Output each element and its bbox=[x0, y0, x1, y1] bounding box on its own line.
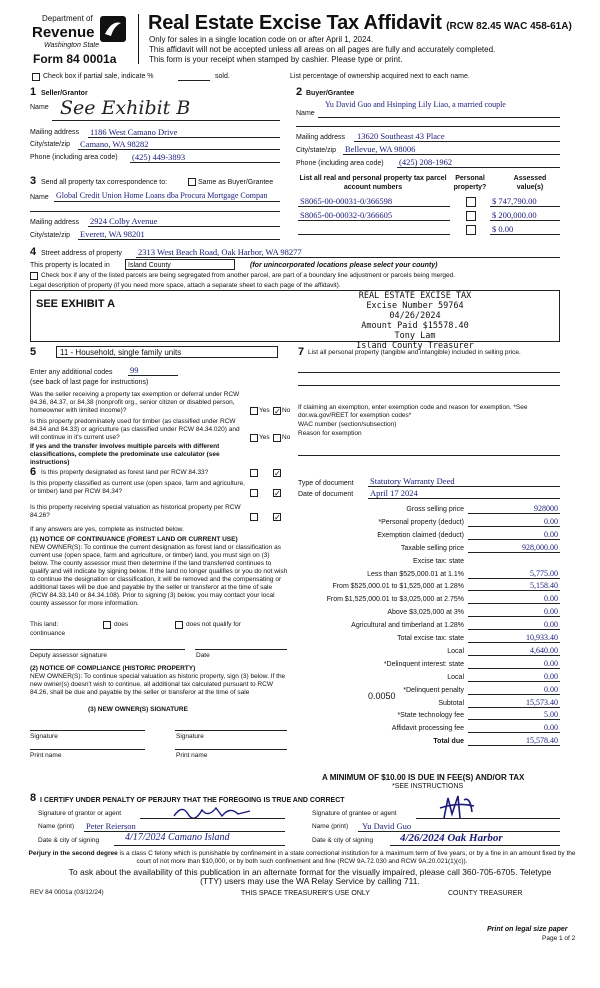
section-8-number: 8 bbox=[30, 792, 37, 804]
land-does-label: does bbox=[114, 621, 129, 628]
grantor-sig-line bbox=[140, 818, 285, 819]
deputy-sig-label: Deputy assessor signature bbox=[30, 652, 107, 659]
grantee-signature[interactable] bbox=[438, 794, 478, 825]
legal-paper-note: Print on legal size paper bbox=[487, 926, 568, 933]
parcel-vline-1 bbox=[490, 206, 560, 207]
stamp-line-2: Excise Number 59764 bbox=[366, 301, 464, 311]
tax-row-label: Total due bbox=[433, 738, 464, 745]
tax-row-label: Excise tax: state bbox=[413, 558, 464, 565]
tax-row-value[interactable]: 928000 bbox=[534, 504, 558, 513]
tax-row-label: Gross selling price bbox=[406, 506, 464, 513]
seller-phone-label: Phone (including area code) bbox=[30, 154, 118, 161]
tax-row-value[interactable]: 5,158.40 bbox=[530, 581, 558, 590]
tax-row-value[interactable]: 0.00 bbox=[544, 517, 558, 526]
tax-row-label: Agricultural and timberland at 1.28% bbox=[351, 622, 464, 629]
timber-yes-label: Yes bbox=[259, 434, 270, 441]
buyer-name-value[interactable]: Yu David Guo and Hsinping Lily Liao, a married couple bbox=[325, 100, 506, 109]
corr-city-label: City/state/zip bbox=[30, 232, 71, 239]
dept-line1: Department of bbox=[42, 14, 93, 23]
section-4-number: 4 bbox=[30, 246, 37, 258]
tax-row-label: From $525,000.01 to $1,525,000 at 1.28% bbox=[332, 583, 464, 590]
wa-logo-icon bbox=[100, 16, 126, 42]
stamp-line-6: Island County Treasurer bbox=[356, 341, 474, 351]
buyer-name-line-2 bbox=[296, 126, 560, 127]
tax-row-line bbox=[468, 694, 560, 695]
seller-city-value[interactable]: Camano, WA 98282 bbox=[80, 139, 149, 149]
exemption-yes-label: Yes bbox=[259, 407, 270, 414]
seller-name-line bbox=[52, 120, 280, 121]
corr-mail-line bbox=[88, 226, 280, 227]
stamp-line-4: Amount Paid $15578.40 bbox=[361, 321, 469, 331]
land-use-select-value: 11 - Household, single family units bbox=[60, 348, 182, 357]
parcel-personal-checkbox-3[interactable] bbox=[466, 225, 476, 235]
notice-continuance-body: NEW OWNER(S): To continue the current designation as forest land or classification as current use (open space, farm and agriculture, or timber) land, you must sign on (3) below. The county assessor must then determine if the land transferred continues to qualify and will indicate by signing below. If the land no longer qualifies or you do not wish to continue the designation or classification, it will be removed and the compensating or additional taxes will be due and payable by the seller or transferor at the time of sale (RCW 84.33.140 or 84.34.108). Prior to signing (3) below, you may contact your local county assessor for more information. bbox=[30, 544, 288, 607]
tax-row-line bbox=[468, 552, 560, 553]
section-7-title: List all personal property (tangible and intangible) included in selling price. bbox=[308, 349, 521, 356]
buyer-mail-line bbox=[354, 141, 560, 142]
tax-row-label: *State technology fee bbox=[397, 712, 464, 719]
buyer-phone-label: Phone (including area code) bbox=[296, 160, 384, 167]
notice-compliance-body: NEW OWNER(S): To continue special valuation as historic property, sign (3) below. If the new owner(s) doesn't wish to continue, all additional tax calculated pursuant to RCW 84.26, shall be due and payable by the seller or transferor at the time of sale bbox=[30, 673, 286, 696]
addl-codes-value[interactable]: 99 bbox=[130, 365, 139, 375]
seller-name-label: Name bbox=[30, 104, 49, 111]
tax-row-line bbox=[468, 513, 560, 514]
seller-city-label: City/state/zip bbox=[30, 141, 71, 148]
tax-row-line bbox=[468, 719, 560, 720]
parcel-vline-3 bbox=[490, 234, 560, 235]
parcel-personal-checkbox-1[interactable] bbox=[466, 197, 476, 207]
grantor-signature[interactable] bbox=[172, 802, 252, 825]
addl-codes-line bbox=[128, 375, 178, 376]
current-use-yes-checkbox[interactable] bbox=[250, 489, 258, 497]
tax-row-label: Total excise tax: state bbox=[397, 635, 464, 642]
minimum-due-notice: A MINIMUM OF $10.00 IS DUE IN FEE(S) AND/OR TAX bbox=[322, 773, 525, 782]
forest-question: Is this property designated as forest land per RCW 84.33? bbox=[41, 469, 209, 476]
buyer-name-line bbox=[318, 117, 560, 118]
header-note-2: This affidavit will not be accepted unless all areas on all pages are fully and accurately completed. bbox=[149, 45, 496, 54]
new-owner-sig-title: (3) NEW OWNER(S) SIGNATURE bbox=[88, 706, 188, 713]
segregate-checkbox[interactable] bbox=[30, 272, 38, 280]
tax-row-line bbox=[468, 745, 560, 746]
tax-row-value[interactable]: 0.00 bbox=[544, 607, 558, 616]
reason-label: Reason for exemption bbox=[298, 430, 362, 437]
addl-codes-note: (see back of last page for instructions) bbox=[30, 379, 149, 386]
tax-row-value[interactable]: 0.00 bbox=[544, 723, 558, 732]
owner-sig-label-1: Signature bbox=[30, 733, 58, 740]
grantor-name-label: Name (print) bbox=[38, 823, 75, 830]
tax-row-value[interactable]: 0.00 bbox=[544, 685, 558, 694]
grantee-sig-line bbox=[416, 818, 560, 819]
tax-row-line bbox=[468, 539, 560, 540]
section-2-title: Buyer/Grantee bbox=[306, 90, 355, 97]
owner-print-label-2: Print name bbox=[176, 752, 208, 759]
section-6-number: 6 bbox=[30, 466, 37, 478]
tax-row-value[interactable]: 0.00 bbox=[544, 530, 558, 539]
current-use-no-checkbox[interactable]: ✓ bbox=[274, 489, 281, 498]
grantor-date-line bbox=[114, 845, 285, 846]
segregate-label: Check box if any of the listed parcels are being segregated from another parcel, are part of a boundary line adjustment or parcels being merged. bbox=[41, 272, 456, 279]
parcel-header-value: Assessed value(s) bbox=[513, 175, 547, 191]
see-instructions: *SEE INSTRUCTIONS bbox=[392, 783, 464, 790]
seller-name-value[interactable]: See Exhibit B bbox=[60, 97, 191, 119]
buyer-name-label: Name bbox=[296, 110, 315, 117]
tax-row-line bbox=[468, 616, 560, 617]
doc-type-label: Type of document bbox=[298, 480, 354, 487]
partial-sale-checkbox[interactable] bbox=[32, 73, 40, 81]
local-rate-value[interactable]: 0.0050 bbox=[368, 691, 396, 701]
section-3-title: Send all property tax correspondence to: bbox=[41, 179, 168, 186]
form-title-row bbox=[148, 12, 572, 35]
tax-row-label: Exemption claimed (deduct) bbox=[377, 532, 464, 539]
section-7-number: 7 bbox=[298, 346, 305, 358]
form-title: Real Estate Excise Tax Affidavit bbox=[148, 12, 442, 34]
tax-row-value[interactable]: 0.00 bbox=[544, 659, 558, 668]
same-as-buyer-checkbox[interactable] bbox=[188, 178, 196, 186]
exemption-yes-checkbox[interactable] bbox=[250, 407, 258, 415]
tax-row-label: Subtotal bbox=[438, 700, 464, 707]
perjury-notice bbox=[22, 850, 582, 866]
buyer-city-label: City/state/zip bbox=[296, 147, 337, 154]
street-label: Street address of property bbox=[41, 250, 122, 257]
partial-sale-sold: sold. bbox=[215, 73, 230, 80]
timber-question: Is this property predominately used for timber (as classified under RCW 84.34 and 84.33) or agriculture (as classified under RCW 84.34.020) and will continue in it's current use? bbox=[30, 418, 240, 441]
current-use-question: Is this property classified as current use (open space, farm and agriculture, or timber) land per RCW 84.34? bbox=[30, 480, 245, 495]
stamp-line-1: REAL ESTATE EXCISE TAX bbox=[358, 291, 472, 301]
tax-row-label: Affidavit processing fee bbox=[391, 725, 464, 732]
tax-row-label: From $1,525,000.01 to $3,025,000 at 2.75% bbox=[326, 596, 464, 603]
continuance-label: continuance bbox=[30, 630, 66, 637]
deputy-sig-line bbox=[30, 649, 185, 650]
buyer-phone-value[interactable]: (425) 208-1962 bbox=[399, 157, 453, 167]
corr-mail-value[interactable]: 2924 Colby Avenue bbox=[90, 216, 158, 226]
grantee-date-value[interactable]: 4/26/2024 Oak Harbor bbox=[400, 832, 503, 844]
owner-sig-label-2: Signature bbox=[176, 733, 204, 740]
timber-question-note: If yes and the transfer involves multiple parcels with different classifications, complete the predominate use calculator (see instructions) bbox=[30, 443, 220, 466]
legal-description-value: SEE EXHIBIT A bbox=[36, 298, 116, 310]
grantor-sig-label: Signature of grantor or agent bbox=[38, 810, 122, 817]
treasurer-stamp bbox=[330, 291, 500, 351]
parcel-personal-checkbox-2[interactable] bbox=[466, 211, 476, 221]
grantee-signature-icon bbox=[438, 794, 478, 820]
tax-row-value[interactable]: 928,000.00 bbox=[522, 543, 558, 552]
grantee-sig-label: Signature of grantee or agent bbox=[312, 810, 397, 817]
land-use-select[interactable] bbox=[56, 346, 278, 358]
buyer-phone-line bbox=[397, 167, 560, 168]
parcel-acct-1[interactable]: S8065-00-00031-0/366598 bbox=[300, 196, 393, 206]
buyer-mail-value[interactable]: 13620 Southeast 43 Place bbox=[357, 131, 445, 141]
corr-city-line bbox=[78, 239, 280, 240]
doc-date-label: Date of document bbox=[298, 491, 354, 498]
personal-prop-line-2 bbox=[298, 385, 560, 386]
parcel-line-1 bbox=[298, 206, 450, 207]
historic-question: Is this property receiving special valuation as historical property per RCW 84.26? bbox=[30, 504, 241, 519]
tax-row-label: Local bbox=[447, 674, 464, 681]
form-number: Form 84 0001a bbox=[33, 52, 117, 66]
parcel-line-2 bbox=[298, 220, 450, 221]
exemption-claim-text: If claiming an exemption, enter exemption code and reason for exemption. *See dor.wa.gov/REET for exemption codes* bbox=[298, 404, 528, 419]
rev-number: REV 84 0001a (03/12/24) bbox=[30, 889, 104, 896]
owner-sig-line-2 bbox=[175, 730, 287, 731]
doc-date-value[interactable]: April 17 2024 bbox=[370, 488, 418, 498]
wac-label: WAC number (section/subsection) bbox=[298, 421, 397, 428]
grantee-name-value[interactable]: Yu David Guo bbox=[362, 821, 412, 831]
exemption-no-label: No bbox=[282, 407, 291, 414]
perjury-notice-text: is a class C felony which is punishable by confinement in a state correctional institution for a maximum term of five years, or by a fine in an amount fixed by the court of not more than $10,000, or by both such confinement and fine (RCW 9A.72.030 and RCW 9A.20.021(1)(c)). bbox=[119, 850, 576, 865]
parcel-line-3 bbox=[298, 234, 450, 235]
street-value[interactable]: 2313 West Beach Road, Oak Harbor, WA 98277 bbox=[138, 247, 302, 257]
tax-row-line bbox=[468, 578, 560, 579]
header-note-3: This form is your receipt when stamped by cashier. Please type or print. bbox=[149, 55, 403, 64]
forest-yes-checkbox[interactable] bbox=[250, 469, 258, 477]
parcel-value-3[interactable]: $ 0.00 bbox=[492, 224, 514, 234]
tax-row-line bbox=[468, 668, 560, 669]
tax-row-label: Above $3,025,000 at 3% bbox=[387, 609, 464, 616]
corr-name-line bbox=[54, 201, 280, 202]
parcel-acct-2[interactable]: S8065-00-00032-0/366605 bbox=[300, 210, 393, 220]
tax-row-line bbox=[468, 526, 560, 527]
tax-row-line bbox=[468, 629, 560, 630]
corr-name-line-2 bbox=[30, 211, 280, 212]
located-label: This property is located in bbox=[30, 262, 110, 269]
section-2-number: 2 bbox=[296, 86, 303, 98]
parcel-header-personal: Personal property? bbox=[453, 175, 487, 191]
exemption-no-checkbox[interactable]: ✓ bbox=[274, 407, 281, 416]
tax-row-value[interactable]: 5.00 bbox=[544, 710, 558, 719]
grantee-name-label: Name (print) bbox=[312, 823, 349, 830]
stamp-line-3: 04/26/2024 bbox=[389, 311, 441, 321]
corr-mail-label: Mailing address bbox=[30, 219, 80, 226]
section-8-title: I CERTIFY UNDER PENALTY OF PERJURY THAT THE FOREGOING IS TRUE AND CORRECT bbox=[40, 797, 345, 804]
tax-row-line bbox=[468, 655, 560, 656]
ownership-pct-note: List percentage of ownership acquired next to each name. bbox=[290, 73, 470, 80]
buyer-city-value[interactable]: Bellevue, WA 98006 bbox=[345, 144, 416, 154]
dept-line3: Washington State bbox=[44, 42, 100, 49]
page-number: Page 1 of 2 bbox=[542, 935, 576, 942]
notice-continuance-title: (1) NOTICE OF CONTINUANCE (FOREST LAND OR CURRENT USE) bbox=[30, 536, 238, 543]
reason-line bbox=[298, 455, 560, 456]
parcel-vline-2 bbox=[490, 220, 560, 221]
tax-row-line bbox=[468, 642, 560, 643]
tax-row-value[interactable]: 0.00 bbox=[544, 672, 558, 681]
grantor-date-label: Date & city of signing bbox=[38, 837, 100, 844]
doc-date-line bbox=[368, 498, 560, 499]
form-rcw-ref: (RCW 82.45 WAC 458-61A) bbox=[446, 21, 572, 32]
grantee-date-label: Date & city of signing bbox=[312, 837, 374, 844]
seller-phone-line bbox=[130, 162, 280, 163]
section-1-title: Seller/Grantor bbox=[41, 90, 88, 97]
grantor-date-value[interactable]: 4/17/2024 Camano Island bbox=[125, 832, 230, 843]
tax-row-label: *Personal property (deduct) bbox=[378, 519, 464, 526]
historic-yes-checkbox[interactable] bbox=[250, 513, 258, 521]
timber-yes-checkbox[interactable] bbox=[250, 434, 258, 442]
exemption-question: Was the seller receiving a property tax exemption or deferral under RCW 84.36, 84.37, or 84.38 (nonprofit org., senior citizen or disabled person, homeowner with limited income)? bbox=[30, 391, 240, 414]
tax-row-label: *Delinquent penalty bbox=[403, 687, 464, 694]
dor-logo bbox=[30, 12, 128, 56]
tax-row-line bbox=[468, 590, 560, 591]
seller-mail-line bbox=[88, 137, 280, 138]
same-as-buyer-label: Same as Buyer/Grantee bbox=[198, 179, 274, 186]
corr-name-label: Name bbox=[30, 194, 49, 201]
owner-print-line-1 bbox=[30, 749, 145, 750]
county-treasurer-label: COUNTY TREASURER bbox=[448, 890, 523, 897]
if-yes-intro: If any answers are yes, complete as instructed below. bbox=[30, 526, 184, 533]
legal-label: Legal description of property (if you need more space, attach a separate sheet to each page of the affidavit). bbox=[30, 282, 341, 289]
tax-row-line bbox=[468, 681, 560, 682]
perjury-notice-bold: Perjury in the second degree bbox=[28, 850, 118, 857]
buyer-mail-label: Mailing address bbox=[296, 134, 346, 141]
seller-phone-value[interactable]: (425) 449-3893 bbox=[132, 152, 186, 162]
section-1-number: 1 bbox=[30, 86, 37, 98]
land-does-not-checkbox[interactable] bbox=[175, 621, 183, 629]
seller-mail-label: Mailing address bbox=[30, 129, 80, 136]
street-line bbox=[136, 257, 560, 258]
tax-row-value[interactable]: 10,933.40 bbox=[526, 633, 558, 642]
historic-no-checkbox[interactable]: ✓ bbox=[274, 513, 281, 522]
owner-print-label-1: Print name bbox=[30, 752, 62, 759]
tax-row-value[interactable]: 0.00 bbox=[544, 594, 558, 603]
tax-row-value[interactable]: 15,578.40 bbox=[526, 736, 558, 745]
seller-mail-value[interactable]: 1186 West Camano Drive bbox=[90, 127, 178, 137]
located-note: (for unincorporated locations please select your county) bbox=[250, 262, 438, 269]
parcel-value-1[interactable]: $ 747,790.00 bbox=[492, 196, 537, 206]
header-divider bbox=[138, 14, 139, 64]
section-3-number: 3 bbox=[30, 175, 37, 187]
owner-sig-line-1 bbox=[30, 730, 145, 731]
county-select-value: Island County bbox=[128, 262, 171, 269]
tax-row-value[interactable]: 4,640.00 bbox=[530, 646, 558, 655]
timber-no-label: No bbox=[282, 434, 291, 441]
deputy-date-label: Date bbox=[196, 652, 210, 659]
land-qualify-label: This land: bbox=[30, 621, 59, 628]
forest-no-checkbox[interactable]: ✓ bbox=[274, 469, 281, 478]
stamp-line-5: Tony Lam bbox=[394, 331, 436, 341]
timber-no-checkbox[interactable] bbox=[273, 434, 281, 442]
county-select[interactable] bbox=[125, 259, 235, 270]
parcel-header-list: List all real and personal property tax parcel account numbers bbox=[299, 175, 447, 191]
tax-row-line bbox=[468, 603, 560, 604]
tax-row-line bbox=[468, 707, 560, 708]
deputy-date-line bbox=[195, 649, 287, 650]
tax-row-label: Local bbox=[447, 648, 464, 655]
corr-name-value[interactable]: Global Credit Union Home Loans dba Procura Mortgage Compan bbox=[56, 191, 268, 200]
tax-row-value[interactable]: 0.00 bbox=[544, 620, 558, 629]
dept-line2: Revenue bbox=[32, 24, 95, 41]
partial-sale-label: Check box if partial sale, indicate % bbox=[43, 73, 154, 80]
land-does-checkbox[interactable] bbox=[103, 621, 111, 629]
tax-row-value[interactable]: 15,573.40 bbox=[526, 698, 558, 707]
notice-compliance-title: (2) NOTICE OF COMPLIANCE (HISTORIC PROPERTY) bbox=[30, 665, 196, 672]
personal-prop-line-1 bbox=[298, 372, 560, 373]
parcel-value-2[interactable]: $ 200,000.00 bbox=[492, 210, 537, 220]
doc-type-line bbox=[368, 486, 560, 487]
corr-city-value[interactable]: Everett, WA 98201 bbox=[80, 229, 145, 239]
header-note-1: Only for sales in a single location code on or after April 1, 2024. bbox=[149, 35, 374, 44]
owner-print-line-2 bbox=[175, 749, 287, 750]
buyer-city-line bbox=[343, 154, 560, 155]
tax-row-label: Less than $525,000.01 at 1.1% bbox=[367, 571, 464, 578]
addl-codes-label: Enter any additional codes bbox=[30, 369, 113, 376]
grantor-name-value[interactable]: Peter Reierson bbox=[86, 821, 136, 831]
alternate-format-notice: To ask about the availability of this publication in an alternate format for the visually impaired, please call 360-705-6705. Teletype (TTY) users may use the WA Relay Service by calling 711. bbox=[68, 867, 552, 886]
treasurer-use-only: THIS SPACE TREASURER'S USE ONLY bbox=[241, 890, 370, 897]
tax-row-label: Taxable selling price bbox=[400, 545, 464, 552]
section-5-number: 5 bbox=[30, 346, 37, 358]
doc-type-value[interactable]: Statutory Warranty Deed bbox=[370, 476, 455, 486]
tax-row-label: *Delinquent interest: state bbox=[383, 661, 464, 668]
grantee-date-line bbox=[390, 845, 560, 846]
land-does-not-label: does not qualify for bbox=[186, 621, 241, 628]
seller-city-line bbox=[78, 149, 280, 150]
tax-row-value[interactable]: 5,775.00 bbox=[530, 569, 558, 578]
partial-sale-pct-field[interactable] bbox=[178, 80, 210, 81]
tax-row-line bbox=[468, 732, 560, 733]
